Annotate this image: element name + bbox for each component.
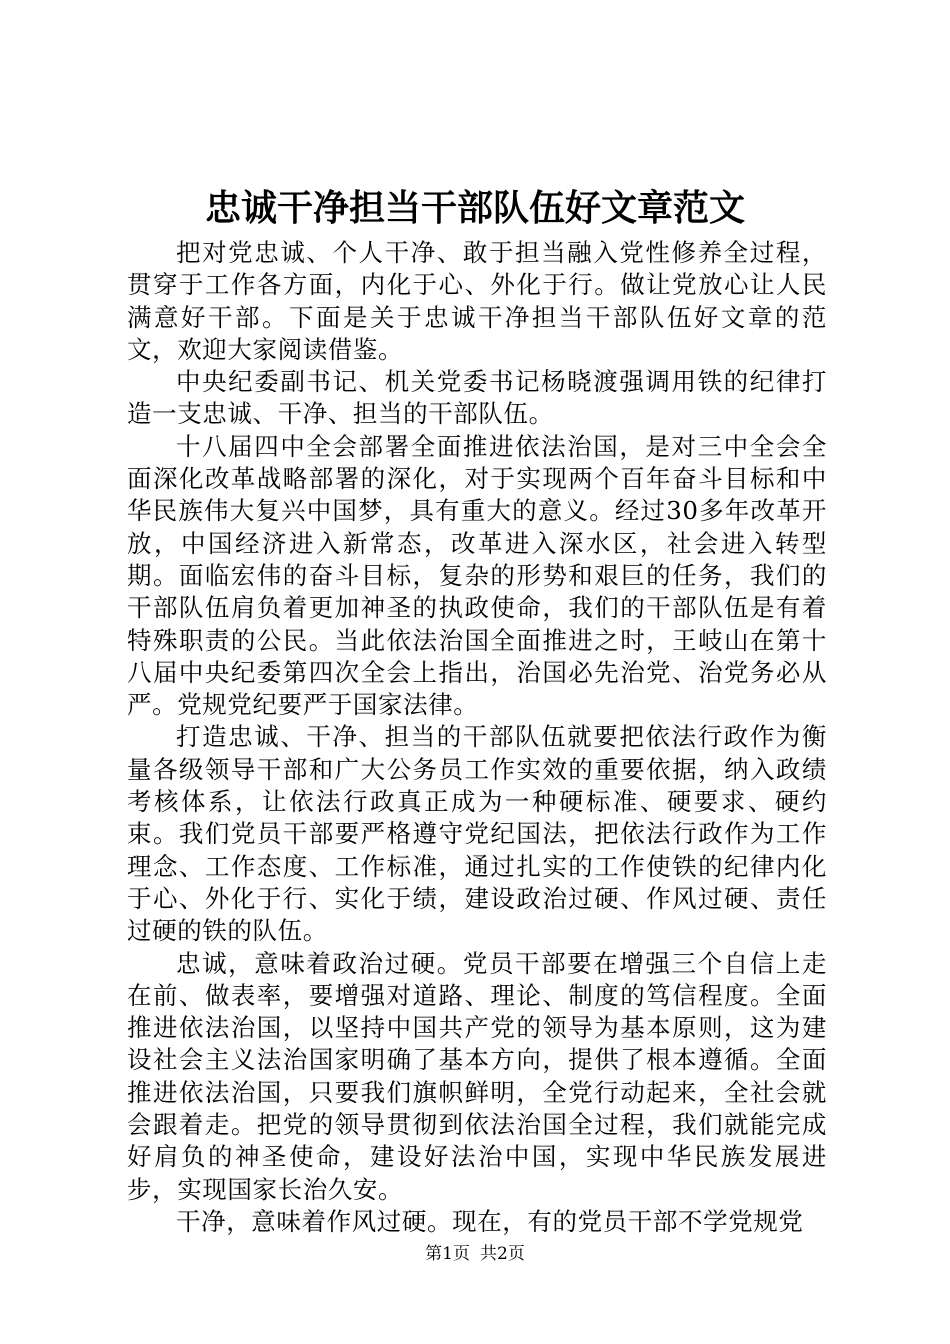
page-number: 第1页 [425, 1244, 470, 1264]
document-title: 忠诚干净担当干部队伍好文章范文 [204, 187, 745, 229]
paragraph-fourth-plenum: 十八届四中全会部署全面推进依法治国，是对三中全会全面深化改革战略部署的深化，对于实现两个百年奋斗目标和中华民族伟大复兴中国梦，具有重大的意义。经过30多年改革开放，中国经济进入新常态，改革进入深水区，社会进入转型期。面临宏伟的奋斗目标，复杂的形势和艰巨的任务，我们的干部队伍肩负着更加神圣的执政使命，我们的干部队伍是有着特殊职责的公民。当此依法治国全面推进之时，王岐山在第十八届中央纪委第四次全会上指出，治国必先治党、治党务必从严。党规党纪要严于国家法律。 [127, 431, 827, 720]
paragraph-intro: 把对党忠诚、个人干净、敢于担当融入党性修养全过程，贯穿于工作各方面，内化于心、外化于行。做让党放心让人民满意好干部。下面是关于忠诚干净担当干部队伍好文章的范文，欢迎大家阅读借鉴。 [127, 238, 827, 364]
page-footer [0, 1243, 950, 1265]
page-total: 共2页 [480, 1244, 525, 1264]
paragraph-rule-of-law-administration: 打造忠诚、干净、担当的干部队伍就要把依法行政作为衡量各级领导干部和广大公务员工作实效的重要依据，纳入政绩考核体系，让依法行政真正成为一种硬标准、硬要求、硬约束。我们党员干部要严格遵守党纪国法，把依法行政作为工作理念、工作态度、工作标准，通过扎实的工作使铁的纪律内化于心、外化于行、实化于绩，建设政治过硬、作风过硬、责任过硬的铁的队伍。 [127, 722, 827, 946]
document-body [127, 237, 827, 1238]
paragraph-integrity: 干净，意味着作风过硬。现在，有的党员干部不学党规党 [176, 1206, 804, 1236]
paragraph-yang-xiaodu: 中央纪委副书记、机关党委书记杨晓渡强调用铁的纪律打造一支忠诚、干净、担当的干部队伍。 [127, 367, 827, 429]
paragraph-loyalty: 忠诚，意味着政治过硬。党员干部要在增强三个自信上走在前、做表率，要增强对道路、理论、制度的笃信程度。全面推进依法治国，以坚持中国共产党的领导为基本原则，这为建设社会主义法治国家明确了基本方向，提供了根本遵循。全面推进依法治国，只要我们旗帜鲜明，全党行动起来，全社会就会跟着走。把党的领导贯彻到依法治国全过程，我们就能完成好肩负的神圣使命，建设好法治中国，实现中华民族发展进步，实现国家长治久安。 [127, 948, 827, 1204]
